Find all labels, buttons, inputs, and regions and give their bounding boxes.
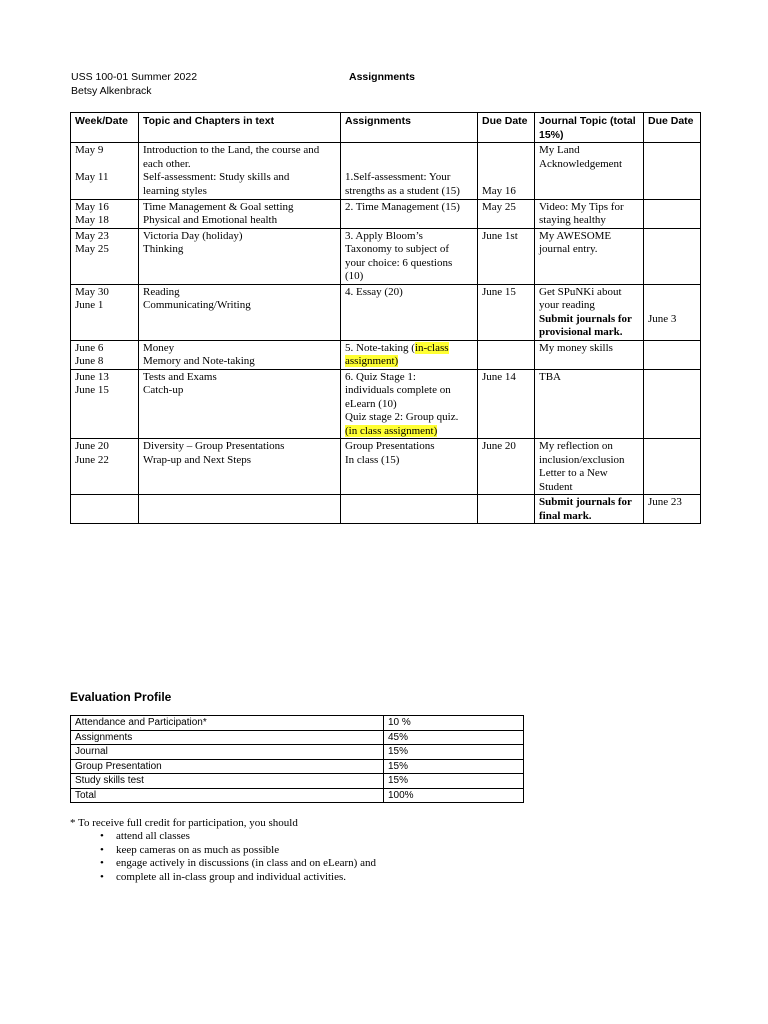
journal-due-cell xyxy=(644,369,701,439)
topic-cell xyxy=(139,439,341,495)
assignment-line: Group Presentations xyxy=(345,440,435,452)
eval-weight: 15% xyxy=(384,745,524,760)
bullet: • xyxy=(100,870,104,883)
page-heading: Assignments xyxy=(349,71,415,83)
journal-submit-note: final mark. xyxy=(539,509,592,522)
journal-topic-cell xyxy=(535,439,644,495)
journal-topic-cell xyxy=(535,340,644,369)
table-row xyxy=(71,730,524,745)
table-row xyxy=(71,199,701,228)
topic-line: learning styles xyxy=(143,184,207,197)
week-date: June 20 xyxy=(75,440,109,452)
week-cell xyxy=(71,439,139,495)
due-date: June 20 xyxy=(482,440,516,452)
table-row xyxy=(71,716,524,731)
week-date: June 6 xyxy=(75,341,104,354)
journal-line: inclusion/exclusion xyxy=(539,453,625,466)
instructor-name: Betsy Alkenbrack xyxy=(71,85,152,97)
week-date: May 23 xyxy=(75,229,109,242)
journal-submit-note: provisional mark. xyxy=(539,326,623,338)
topic-line: Physical and Emotional health xyxy=(143,214,278,226)
journal-line: Acknowledgement xyxy=(539,157,623,170)
topic-line: Self-assessment: Study skills and xyxy=(143,171,290,183)
assignment-line xyxy=(345,425,473,439)
journal-topic-cell xyxy=(535,284,644,340)
due-date-cell xyxy=(478,495,535,524)
col-header-week: Week/Date xyxy=(71,113,139,143)
due-date: May 25 xyxy=(482,200,516,213)
assignment-line: 4. Essay (20) xyxy=(345,285,403,298)
journal-line: journal entry. xyxy=(539,243,598,255)
journal-line: Student xyxy=(539,480,573,493)
assignment-cell xyxy=(341,369,478,439)
due-date-cell xyxy=(478,369,535,439)
due-date-cell xyxy=(478,340,535,369)
eval-weight: 45% xyxy=(384,730,524,745)
topic-line: Memory and Note-taking xyxy=(143,355,255,367)
eval-weight: 100% xyxy=(384,788,524,803)
participation-note: * To receive full credit for participation, you should xyxy=(70,817,298,829)
assignment-line: 1.Self-assessment: Your xyxy=(345,171,451,183)
journal-line: TBA xyxy=(539,370,561,383)
col-header-due-date: Due Date xyxy=(478,113,535,143)
bullet: • xyxy=(100,857,104,869)
assignment-cell xyxy=(341,143,478,200)
due-date-cell xyxy=(478,439,535,495)
list-item xyxy=(100,857,376,871)
week-date: May 25 xyxy=(75,243,109,255)
due-date: June 1st xyxy=(482,229,518,242)
table-row xyxy=(71,369,701,439)
week-cell xyxy=(71,199,139,228)
assignment-cell xyxy=(341,439,478,495)
table-row xyxy=(71,284,701,340)
assignment-cell xyxy=(341,228,478,284)
week-date: May 11 xyxy=(75,171,109,183)
assignment-cell xyxy=(341,495,478,524)
topic-line: Reading xyxy=(143,285,180,298)
list-item-text: engage actively in discussions (in class and on eLearn) and xyxy=(116,857,376,869)
journal-due-cell xyxy=(644,143,701,200)
journal-topic-cell xyxy=(535,369,644,439)
evaluation-table xyxy=(70,715,524,803)
week-date: June 13 xyxy=(75,370,109,383)
list-item-text: complete all in-class group and individual activities. xyxy=(116,870,347,883)
eval-item: Group Presentation xyxy=(71,759,384,774)
assignments-schedule-table xyxy=(70,112,701,524)
assignment-line xyxy=(345,355,473,369)
table-row xyxy=(71,439,701,495)
table-row xyxy=(71,759,524,774)
eval-weight: 10 % xyxy=(384,716,524,731)
col-header-assignments: Assignments xyxy=(341,113,478,143)
topic-cell xyxy=(139,369,341,439)
topic-line: Thinking xyxy=(143,243,184,255)
assignment-line: eLearn (10) xyxy=(345,397,397,410)
assignment-line: In class (15) xyxy=(345,453,400,466)
week-date: June 1 xyxy=(75,299,104,311)
col-header-journal-due-date: Due Date xyxy=(644,113,701,143)
topic-line: Introduction to the Land, the course and xyxy=(143,144,320,156)
journal-line: staying healthy xyxy=(539,214,606,226)
journal-line: My money skills xyxy=(539,341,613,354)
table-row xyxy=(71,495,701,524)
assignment-line: individuals complete on xyxy=(345,384,451,396)
col-header-journal-topic: Journal Topic (total 15%) xyxy=(535,113,644,143)
list-item xyxy=(100,871,376,885)
table-row xyxy=(71,745,524,760)
topic-cell xyxy=(139,199,341,228)
topic-line: Victoria Day (holiday) xyxy=(143,229,243,242)
due-date: June 15 xyxy=(482,285,516,298)
topic-line: each other. xyxy=(143,157,191,170)
week-cell xyxy=(71,284,139,340)
week-date: June 8 xyxy=(75,355,104,367)
assignment-cell xyxy=(341,199,478,228)
topic-cell xyxy=(139,228,341,284)
assignment-line: Taxonomy to subject of xyxy=(345,243,450,255)
journal-topic-cell xyxy=(535,495,644,524)
due-date-cell xyxy=(478,228,535,284)
journal-line: Video: My Tips for xyxy=(539,200,624,213)
col-header-topic: Topic and Chapters in text xyxy=(139,113,341,143)
list-item xyxy=(100,844,376,858)
eval-item: Study skills test xyxy=(71,774,384,789)
journal-line: My Land xyxy=(539,144,580,156)
journal-line: Get SPuNKi about xyxy=(539,285,622,298)
eval-item: Assignments xyxy=(71,730,384,745)
bullet: • xyxy=(100,830,104,842)
topic-line: Communicating/Writing xyxy=(143,299,251,311)
week-cell xyxy=(71,369,139,439)
journal-due-date: June 23 xyxy=(648,496,682,508)
topic-line: Catch-up xyxy=(143,384,184,396)
journal-due-cell xyxy=(644,439,701,495)
table-row xyxy=(71,788,524,803)
journal-topic-cell xyxy=(535,143,644,200)
list-item-text: keep cameras on as much as possible xyxy=(116,843,280,856)
eval-weight: 15% xyxy=(384,774,524,789)
week-date: May 18 xyxy=(75,214,109,226)
topic-line: Money xyxy=(143,341,175,354)
journal-line: Letter to a New xyxy=(539,467,608,479)
journal-submit-note: Submit journals for xyxy=(539,312,632,325)
eval-item: Total xyxy=(71,788,384,803)
week-cell xyxy=(71,228,139,284)
week-date: May 9 xyxy=(75,144,104,156)
participation-requirements-list xyxy=(100,830,376,884)
assignment-line: your choice: 6 questions xyxy=(345,256,453,269)
week-date: June 15 xyxy=(75,384,109,396)
topic-line: Time Management & Goal setting xyxy=(143,200,294,213)
due-date: May 16 xyxy=(482,185,516,197)
journal-line: your reading xyxy=(539,299,595,311)
due-date: June 14 xyxy=(482,370,516,383)
course-code: USS 100-01 Summer 2022 xyxy=(71,71,198,83)
topic-cell xyxy=(139,340,341,369)
week-cell xyxy=(71,143,139,200)
highlighted-text: in-class xyxy=(414,341,449,354)
topic-cell xyxy=(139,143,341,200)
assignment-line: strengths as a student (15) xyxy=(345,184,460,197)
evaluation-title: Evaluation Profile xyxy=(70,690,172,704)
eval-item: Journal xyxy=(71,745,384,760)
list-item-text: attend all classes xyxy=(116,830,190,842)
eval-weight: 15% xyxy=(384,759,524,774)
due-date-cell xyxy=(478,284,535,340)
table-row xyxy=(71,340,701,369)
assignment-cell xyxy=(341,340,478,369)
topic-line: Wrap-up and Next Steps xyxy=(143,453,252,466)
journal-due-cell xyxy=(644,340,701,369)
table-row xyxy=(71,228,701,284)
due-date-cell xyxy=(478,143,535,200)
assignment-line: (10) xyxy=(345,270,364,282)
assignment-line: 6. Quiz Stage 1: xyxy=(345,370,416,383)
week-date: May 30 xyxy=(75,285,109,298)
topic-cell xyxy=(139,495,341,524)
assignment-cell xyxy=(341,284,478,340)
table-row xyxy=(71,774,524,789)
assignment-line xyxy=(345,342,473,356)
topic-cell xyxy=(139,284,341,340)
journal-due-cell xyxy=(644,199,701,228)
highlighted-text: assignment) xyxy=(345,355,399,367)
week-date: May 16 xyxy=(75,200,109,213)
topic-line: Diversity – Group Presentations xyxy=(143,440,285,452)
topic-line: Tests and Exams xyxy=(143,370,217,383)
journal-line: My reflection on xyxy=(539,440,613,452)
journal-topic-cell xyxy=(535,228,644,284)
assignment-text: 5. Note-taking ( xyxy=(345,341,415,354)
journal-due-cell xyxy=(644,228,701,284)
journal-due-cell xyxy=(644,284,701,340)
assignment-line: 3. Apply Bloom’s xyxy=(345,229,423,242)
assignment-line: 2. Time Management (15) xyxy=(345,200,460,213)
journal-topic-cell xyxy=(535,199,644,228)
table-row xyxy=(71,143,701,200)
week-cell xyxy=(71,340,139,369)
journal-line: My AWESOME xyxy=(539,229,612,242)
week-cell xyxy=(71,495,139,524)
eval-item: Attendance and Participation* xyxy=(71,716,384,731)
highlighted-text: (in class assignment) xyxy=(345,424,438,437)
bullet: • xyxy=(100,843,104,856)
week-date: June 22 xyxy=(75,453,109,466)
due-date-cell xyxy=(478,199,535,228)
journal-submit-note: Submit journals for xyxy=(539,496,632,508)
table-header-row xyxy=(71,113,701,143)
list-item xyxy=(100,830,376,844)
journal-due-date: June 3 xyxy=(648,312,677,325)
assignment-line: Quiz stage 2: Group quiz. xyxy=(345,411,459,423)
journal-due-cell xyxy=(644,495,701,524)
